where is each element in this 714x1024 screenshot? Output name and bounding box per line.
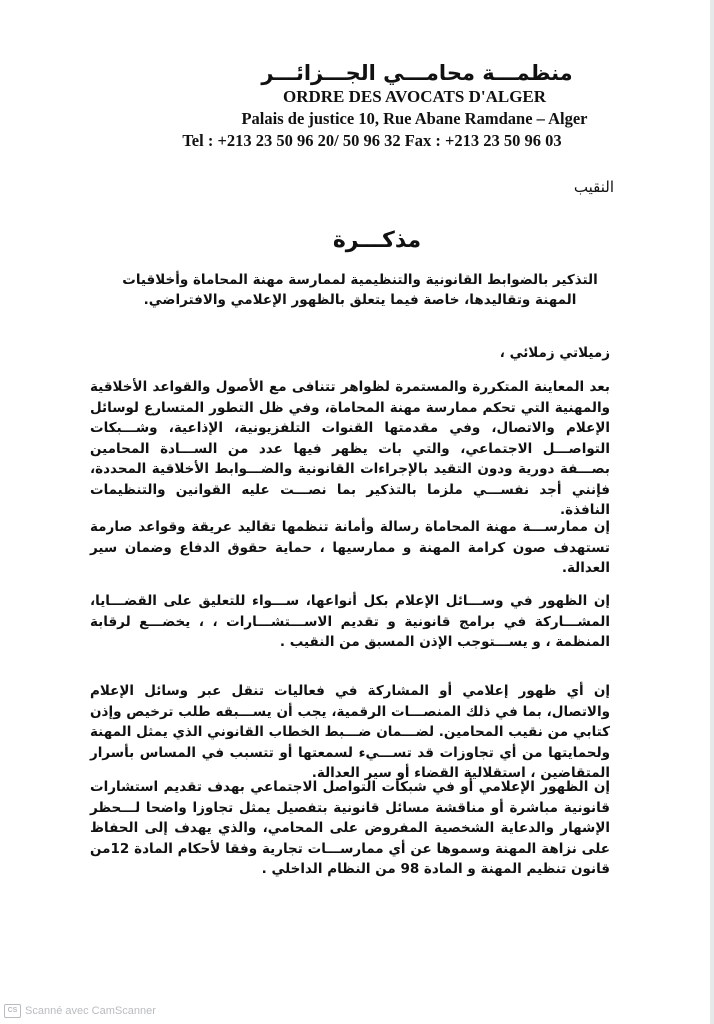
camscanner-icon: CS [4,1004,21,1018]
watermark-text: Scanné avec CamScanner [25,1005,156,1017]
memo-title: مذكـــرة [332,228,422,253]
org-address: Palais de justice 10, Rue Abane Ramdane – Alger [241,109,588,128]
scanner-watermark [4,1004,156,1018]
paragraph-4: إن أي ظهور إعلامي أو المشاركة في فعاليات تنقل عبر وسائل الإعلام والاتصال، بما في ذلك المنصـــات الرقمية، يجب أن يســـبقه طلب ترخيص وإذن كتابي من نقيب المحامين. لضـــمان ضـــبط الخطاب القانوني الذي يمثل المهنة ولحمايتها من أي تجاوزات قد تســـيء لسمعتها أو تتسبب في المساس بأسرار المتقاضين ، استقلالية القضاء أو سير العدالة. [90,683,610,781]
org-contact: Tel : +213 23 50 96 20/ 50 96 32 Fax : +213 23 50 96 03 [182,131,562,150]
page-edge [710,0,714,1024]
org-name-arabic: منظمـــة محامـــي الجـــزائـــر [261,61,573,85]
memo-subject: التذكير بالضوابط القانونية والتنظيمية لممارسة مهنة المحاماة وأخلاقيات المهنة وتقاليدها، خاصة فيما يتعلق بالظهور الإعلامي والافتراضي. [122,272,598,308]
org-name-french: ORDRE DES AVOCATS D'ALGER [282,87,547,106]
greeting: زميلاتي زملائي ، [499,345,610,361]
paragraph-5: إن الظهور الإعلامي أو في شبكات التواصل الاجتماعي بهدف تقديم استشارات قانونية مباشرة أو مناقشة مسائل قانونية بتفصيل يمثل تجاوزا واضحا لـــحظر الإشهار والدعاية الشخصية المفروض على المحامي، والذي يهدف إلى الحفاظ على نزاهة المهنة وسموها عن أي ممارســـات تجارية وفقا لأحكام المادة 12من قانون تنظيم المهنة و المادة 98 من النظام الداخلي . [90,779,610,877]
paragraph-3: إن الظهور في وســـائل الإعلام بكل أنواعها، ســـواء للتعليق على القضـــايا، المشـــاركة في برامج قانونية و تقديم الاســـتشـــارات ، ، يخضـــع لرقابة المنظمة ، و يســـتوجب الإذن المسبق من النقيب . [90,593,610,650]
sender-label: النقيب [573,178,614,196]
paragraph-1: بعد المعاينة المتكررة والمستمرة لظواهر تتنافى مع الأصول والقواعد الأخلاقية والمهنية التي تحكم ممارسة مهنة المحاماة، وفي ظل التطور المتسارع لوسائل الإعلام والاتصال، وفي مقدمتها القنوات التلفزيونية، الإذاعية، وشـــبكات التواصـــل الاجتماعي، والتي بات يظهر فيها عدد من الســـادة المحامين بصـــفة دورية ودون التقيد بالإجراءات القانونية والضـــوابط الأخلاقية المحددة، فإنني أجد نفســـي ملزما بالتذكير بما نصـــت عليه القوانين والتنظيمات النافذة. [90,379,610,518]
letterhead [0,60,714,152]
paragraph-2: إن ممارســـة مهنة المحاماة رسالة وأمانة تنظمها تقاليد عريقة وقواعد صارمة تستهدف صون كرامة المهنة و ممارسيها ، حماية حقوق الدفاع وضمان سير العدالة. [90,519,610,576]
